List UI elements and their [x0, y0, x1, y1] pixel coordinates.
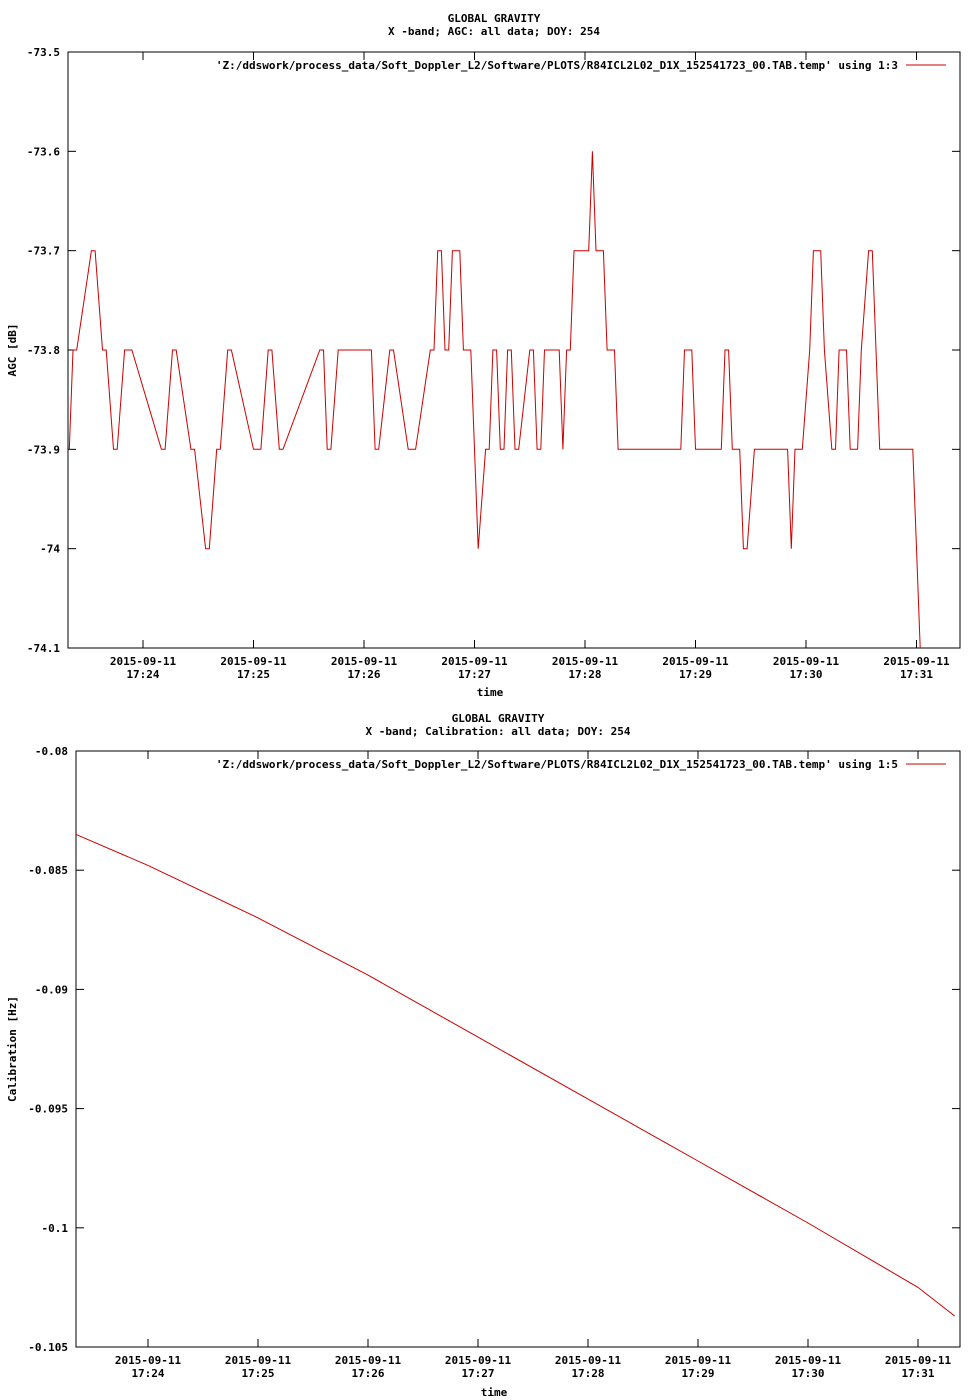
- chart2-plot-frame: [76, 751, 960, 1347]
- chart1-x-tick-time: 17:30: [789, 668, 823, 681]
- chart1-y-tick-label: -73.8: [26, 344, 60, 357]
- chart1-x-tick-time: 17:28: [568, 668, 602, 681]
- chart1-x-tick-time: 17:25: [236, 668, 271, 681]
- chart2-y-tick-label: -0.08: [34, 745, 68, 758]
- chart2-y-tick-label: -0.09: [34, 983, 68, 997]
- chart2-x-tick-time: 17:30: [791, 1367, 825, 1380]
- chart2-subtitle: X -band; Calibration: all data; DOY: 254: [365, 725, 631, 738]
- chart1-x-tick-date: 2015-09-11: [330, 655, 398, 668]
- chart2-y-tick-label: -0.105: [28, 1341, 68, 1354]
- chart2-x-tick-time: 17:25: [241, 1367, 275, 1380]
- chart2-legend-label: 'Z:/ddswork/process_data/Soft_Doppler_L2/Software/PLOTS/R84ICL2L02_D1X_152541723_00.TAB.temp' using 1:5: [215, 758, 898, 771]
- chart2-title: GLOBAL GRAVITY: [451, 712, 545, 725]
- chart1-x-tick-time: 17:24: [126, 668, 160, 681]
- chart1-plot-frame: [68, 52, 960, 648]
- chart1-x-tick-date: 2015-09-11: [662, 655, 729, 668]
- chart1-y-tick-label: -74: [40, 542, 60, 556]
- chart1-x-tick-time: 17:26: [347, 668, 381, 681]
- chart2-x-axis-label: time: [480, 1386, 508, 1399]
- chart2-x-tick-date: 2015-09-11: [884, 1354, 952, 1367]
- chart1-y-tick-label: -74.1: [26, 642, 60, 655]
- chart2-x-tick-date: 2015-09-11: [774, 1354, 842, 1367]
- chart2-x-tick-time: 17:29: [681, 1367, 715, 1380]
- chart2-x-tick-date: 2015-09-11: [664, 1354, 732, 1367]
- chart2-x-tick-date: 2015-09-11: [114, 1354, 182, 1367]
- chart1-x-tick-date: 2015-09-11: [883, 655, 950, 668]
- chart2-y-tick-label: -0.095: [28, 1102, 68, 1116]
- chart1-y-tick-label: -73.7: [26, 244, 60, 258]
- chart2-y-tick-label: -0.085: [28, 864, 68, 878]
- chart1-y-tick-label: -73.5: [26, 46, 60, 59]
- chart1-x-tick-date: 2015-09-11: [220, 655, 287, 668]
- chart2-x-tick-time: 17:27: [461, 1367, 495, 1380]
- chart2-series-line: [76, 834, 955, 1316]
- chart1-x-tick-time: 17:27: [457, 668, 492, 681]
- chart2-y-axis-label: Calibration [Hz]: [6, 996, 19, 1102]
- chart1-y-tick-label: -73.9: [26, 443, 60, 457]
- chart1-legend-label: 'Z:/ddswork/process_data/Soft_Doppler_L2/Software/PLOTS/R84ICL2L02_D1X_152541723_00.TAB.temp' using 1:3: [215, 59, 898, 72]
- chart2-x-tick-time: 17:31: [901, 1367, 935, 1380]
- chart2-x-tick-time: 17:28: [571, 1367, 605, 1380]
- chart2-x-tick-date: 2015-09-11: [334, 1354, 402, 1367]
- chart1-x-tick-date: 2015-09-11: [441, 655, 508, 668]
- chart2-x-tick-date: 2015-09-11: [444, 1354, 512, 1367]
- chart2-x-tick-time: 17:24: [131, 1367, 165, 1380]
- chart1-title: GLOBAL GRAVITY: [447, 12, 541, 25]
- chart1-y-tick-label: -73.6: [26, 145, 60, 159]
- chart1-subtitle: X -band; AGC: all data; DOY: 254: [388, 25, 600, 38]
- chart2-x-tick-date: 2015-09-11: [554, 1354, 622, 1367]
- chart1-x-tick-date: 2015-09-11: [551, 655, 619, 668]
- chart2-x-tick-date: 2015-09-11: [224, 1354, 292, 1367]
- chart2-y-tick-label: -0.1: [41, 1221, 68, 1235]
- chart1-series-line: [69, 151, 920, 648]
- chart1-x-tick-date: 2015-09-11: [109, 655, 177, 668]
- chart1-x-tick-time: 17:31: [899, 668, 934, 681]
- chart1-y-axis-label: AGC [dB]: [6, 323, 19, 377]
- chart1-x-axis-label: time: [476, 686, 504, 699]
- chart1-x-tick-time: 17:29: [678, 668, 713, 681]
- chart2-x-tick-time: 17:26: [351, 1367, 385, 1380]
- chart1-x-tick-date: 2015-09-11: [772, 655, 840, 668]
